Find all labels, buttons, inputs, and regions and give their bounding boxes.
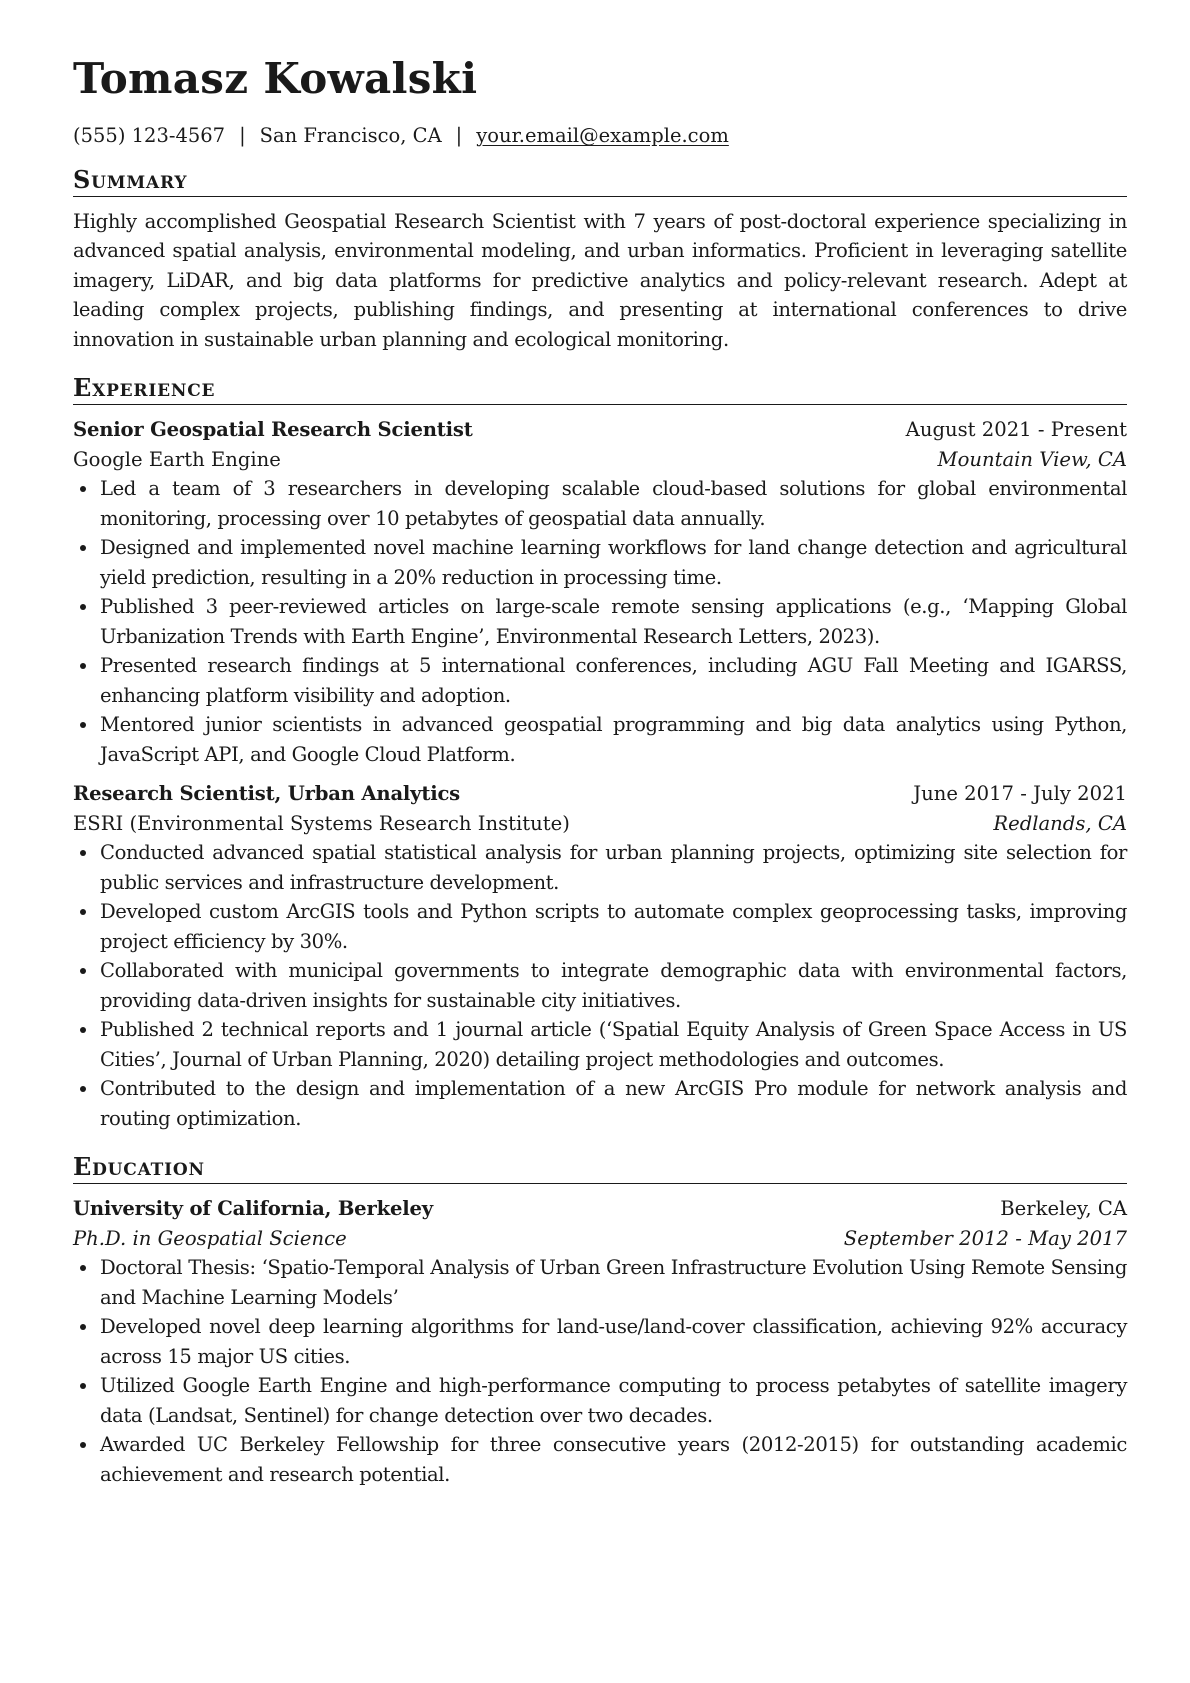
bullet-text: Mentored junior scientists in advanced geospatial programming and big data analytics using Python, JavaScript API, and Google Cloud Platform.	[100, 713, 1127, 766]
education-dates: September 2012 - May 2017	[843, 1226, 1127, 1250]
bullet-icon	[80, 909, 86, 915]
job-bullet-list	[73, 474, 1127, 769]
job-location: Redlands, CA	[993, 811, 1127, 835]
education-subheader	[73, 1224, 1127, 1254]
bullet-text: Utilized Google Earth Engine and high-performance computing to process petabytes of satellite imagery data (Landsat, Sentinel) for change detection over two decades.	[100, 1374, 1127, 1427]
summary-text: Highly accomplished Geospatial Research Scientist with 7 years of post-doctoral experience specializing in advanced spatial analysis, environmental modeling, and urban informatics. Proficient in leveraging satellite imagery, LiDAR, and big data platforms for predictive analytics and policy-relevant research. Adept at leading complex projects, publishing findings, and presenting at international conferences to drive innovation in sustainable urban planning and ecological monitoring.	[73, 209, 1127, 351]
bullet-icon	[80, 486, 86, 492]
job-role: Research Scientist, Urban Analytics	[73, 782, 461, 805]
list-item	[73, 651, 1127, 710]
contact-line	[73, 126, 1127, 146]
location: San Francisco, CA	[259, 124, 442, 147]
list-item	[73, 710, 1127, 769]
institution-location: Berkeley, CA	[1000, 1197, 1127, 1220]
job-subheader	[73, 445, 1127, 475]
job-dates: June 2017 - July 2021	[913, 782, 1127, 805]
education-bullet-list	[73, 1253, 1127, 1489]
bullet-text: Conducted advanced spatial statistical analysis for urban planning projects, optimizing site selection for public services and infrastructure development.	[100, 841, 1127, 894]
job-dates: August 2021 - Present	[905, 418, 1127, 441]
bullet-text: Designed and implemented novel machine learning workflows for land change detection and agricultural yield prediction, resulting in a 20% reduction in processing time.	[100, 536, 1127, 589]
section-title-summary: Summary	[73, 168, 1127, 197]
job-header	[73, 779, 1127, 809]
list-item	[73, 533, 1127, 592]
education-header	[73, 1194, 1127, 1224]
list-item	[73, 1312, 1127, 1371]
job-entry	[73, 415, 1127, 769]
resume-page	[73, 54, 1127, 1489]
job-bullet-list	[73, 838, 1127, 1133]
degree: Ph.D. in Geospatial Science	[73, 1226, 347, 1250]
list-item	[73, 1253, 1127, 1312]
list-item	[73, 838, 1127, 897]
bullet-icon	[80, 1324, 86, 1330]
bullet-icon	[80, 1265, 86, 1271]
bullet-icon	[80, 1442, 86, 1448]
list-item	[73, 1074, 1127, 1133]
education-entry	[73, 1194, 1127, 1489]
bullet-icon	[80, 722, 86, 728]
bullet-text: Published 3 peer-reviewed articles on large-scale remote sensing applications (e.g., ‘Mapping Global Urbanization Trends with Earth Engine’, Environmental Research Letters, 2023).	[100, 595, 1127, 648]
bullet-icon	[80, 968, 86, 974]
bullet-text: Developed custom ArcGIS tools and Python scripts to automate complex geoprocessing tasks, improving project efficiency by 30%.	[100, 900, 1127, 953]
list-item	[73, 897, 1127, 956]
section-title-education: Education	[73, 1155, 1127, 1184]
bullet-text: Collaborated with municipal governments to integrate demographic data with environmental factors, providing data-driven insights for sustainable city initiatives.	[100, 959, 1127, 1012]
bullet-text: Led a team of 3 researchers in developing scalable cloud-based solutions for global environmental monitoring, processing over 10 petabytes of geospatial data annually.	[100, 477, 1127, 530]
email-link[interactable]: your.email@example.com	[476, 124, 729, 147]
section-title-experience: Experience	[73, 376, 1127, 405]
job-entry	[73, 779, 1127, 1133]
bullet-icon	[80, 1086, 86, 1092]
bullet-icon	[80, 1383, 86, 1389]
bullet-text: Awarded UC Berkeley Fellowship for three consecutive years (2012-2015) for outstanding academic achievement and research potential.	[100, 1433, 1127, 1486]
bullet-text: Developed novel deep learning algorithms for land-use/land-cover classification, achieving 92% accuracy across 15 major US cities.	[100, 1315, 1127, 1368]
list-item	[73, 474, 1127, 533]
list-item	[73, 1430, 1127, 1489]
bullet-icon	[80, 545, 86, 551]
bullet-text: Contributed to the design and implementation of a new ArcGIS Pro module for network analysis and routing optimization.	[100, 1077, 1127, 1130]
bullet-icon	[80, 604, 86, 610]
contact-separator: |	[239, 124, 246, 147]
bullet-text: Published 2 technical reports and 1 journal article (‘Spatial Equity Analysis of Green Space Access in US Cities’, Journal of Urban Planning, 2020) detailing project methodologies and outcomes.	[100, 1018, 1127, 1071]
bullet-text: Doctoral Thesis: ‘Spatio-Temporal Analysis of Urban Green Infrastructure Evolution Using Remote Sensing and Machine Learning Models’	[100, 1256, 1127, 1309]
bullet-icon	[80, 850, 86, 856]
summary-section	[73, 164, 1127, 355]
list-item	[73, 1371, 1127, 1430]
job-company: ESRI (Environmental Systems Research Institute)	[73, 811, 570, 835]
job-role: Senior Geospatial Research Scientist	[73, 418, 473, 441]
job-header	[73, 415, 1127, 445]
list-item	[73, 956, 1127, 1015]
list-item	[73, 592, 1127, 651]
job-subheader	[73, 809, 1127, 839]
education-section	[73, 1152, 1127, 1489]
job-location: Mountain View, CA	[937, 447, 1127, 471]
list-item	[73, 1015, 1127, 1074]
bullet-icon	[80, 663, 86, 669]
job-company: Google Earth Engine	[73, 447, 281, 471]
institution-name: University of California, Berkeley	[73, 1197, 433, 1220]
contact-separator: |	[455, 124, 463, 147]
bullet-icon	[80, 1027, 86, 1033]
candidate-name: Tomasz Kowalski	[73, 54, 478, 103]
bullet-text: Presented research findings at 5 international conferences, including AGU Fall Meeting and IGARSS, enhancing platform visibility and adoption.	[100, 654, 1127, 707]
experience-section	[73, 373, 1127, 1133]
phone-number: (555) 123-4567	[73, 124, 226, 147]
